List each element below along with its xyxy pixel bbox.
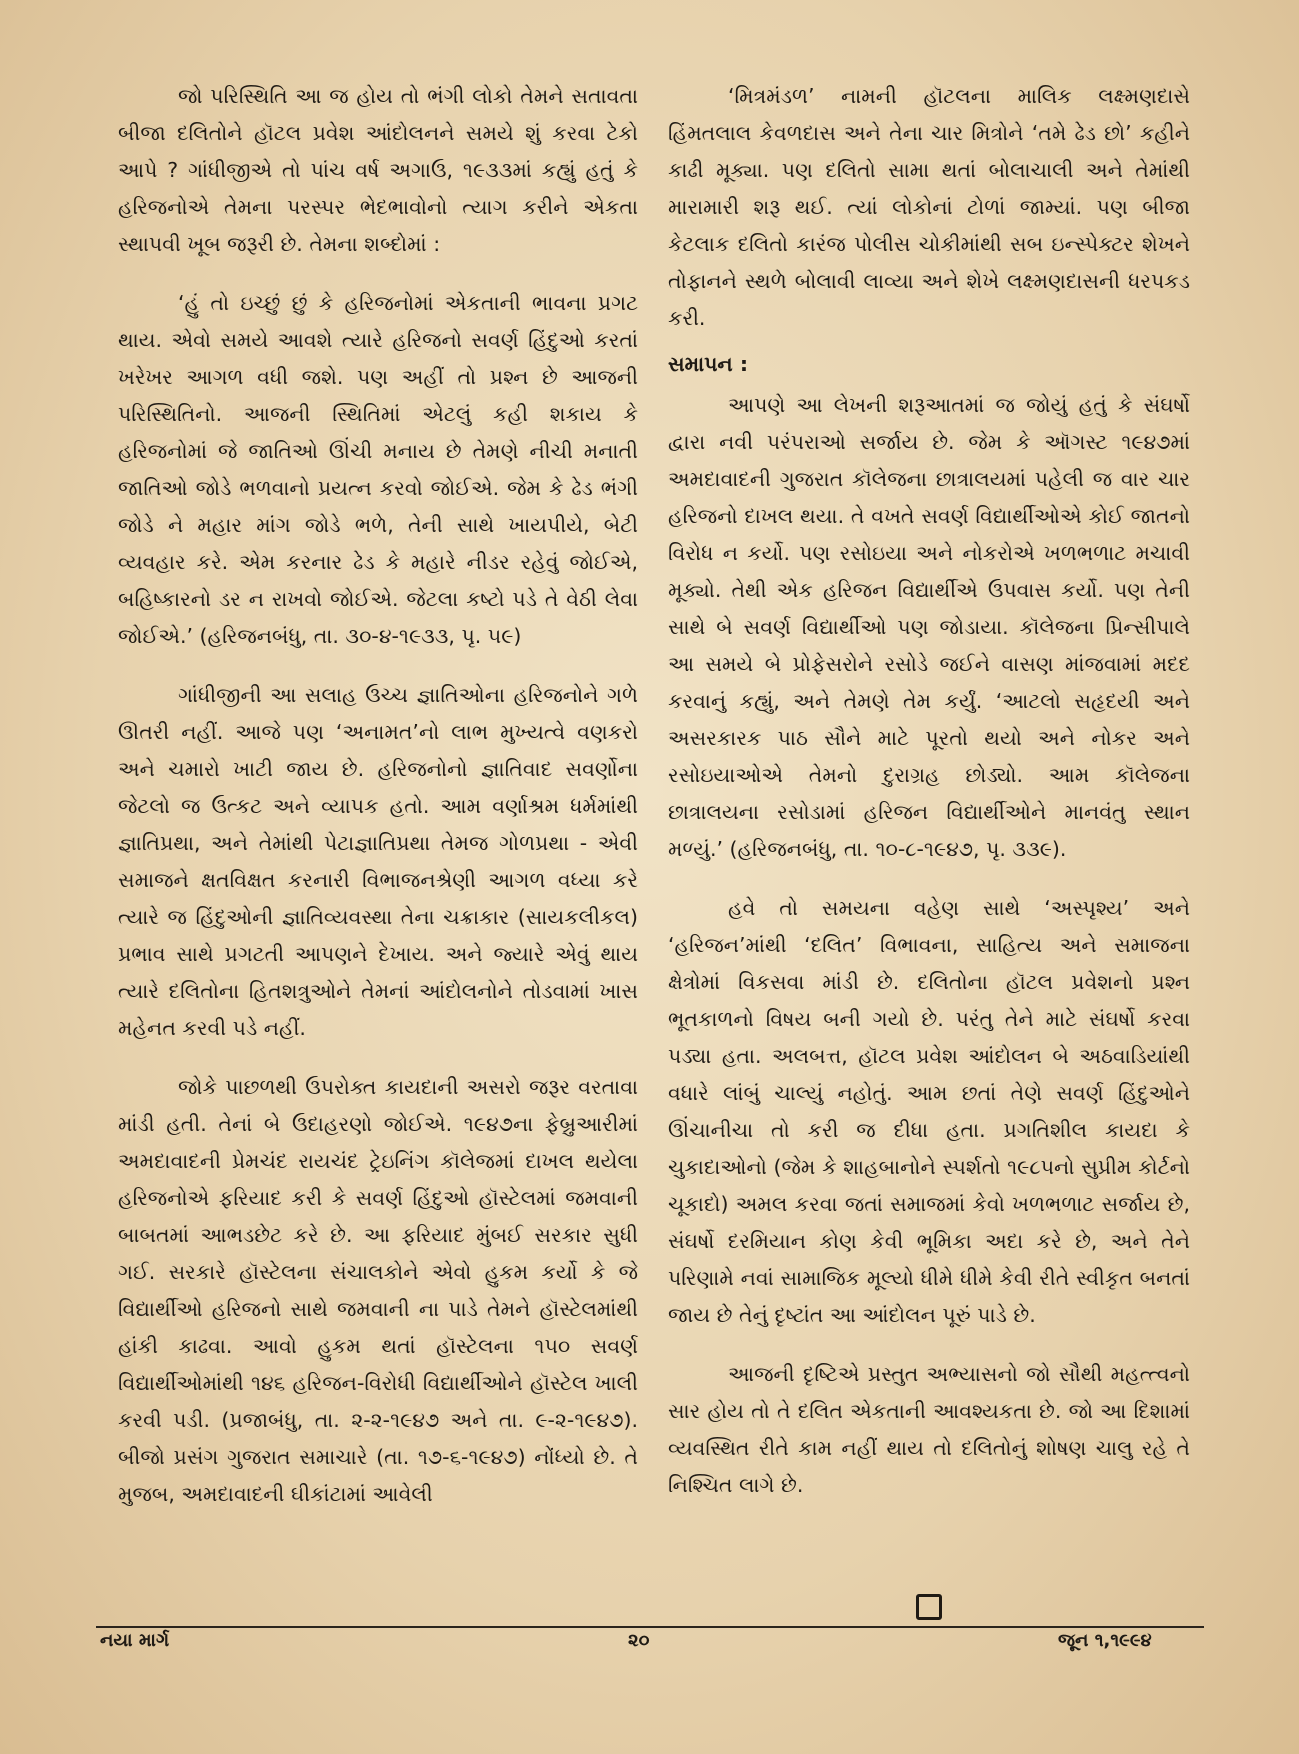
paragraph-1: જો પરિસ્થિતિ આ જ હોય તો ભંગી લોકો તેમને સતાવતા બીજા દલિતોને હૉટલ પ્રવેશ આંદોલનને સમયે શું કરવા ટેકો આપે ? ગાંધીજીએ તો પાંચ વર્ષ અગાઉ, ૧૯૩૩માં કહ્યું હતું કે હરિજનોએ તેમના પરસ્પર ભેદભાવોનો ત્યાગ કરીને એકતા સ્થાપવી ખૂબ જરૂરી છે. તેમના શબ્દોમાં :: [118, 84, 638, 256]
footer-page-number: ૨૦: [628, 1630, 650, 1651]
end-of-article-box-icon: [916, 1594, 942, 1620]
footer-magazine-name: નયા માર્ગ: [100, 1630, 170, 1651]
paragraph-3: ગાંધીજીની આ સલાહ ઉચ્ચ જ્ઞાતિઓના હરિજનોને ગળે ઊતરી નહીં. આજે પણ ‘અનામત’નો લાભ મુખ્યત્વે વણકરો અને ચમારો ખાટી જાય છે. હરિજનોનો જ્ઞાતિવાદ સવર્ણોના જેટલો જ ઉત્કટ અને વ્યાપક હતો. આમ વર્ણાશ્રમ ધર્મમાંથી જ્ઞાતિપ્રથા, અને તેમાંથી પેટાજ્ઞાતિપ્રથા તેમજ ગોળપ્રથા - એવી સમાજને ક્ષતવિક્ષત કરનારી વિભાજનશ્રેણી આગળ વધ્યા કરે ત્યારે જ હિંદુઓની જ્ઞાતિવ્યવસ્થા તેના ચક્રાકાર (સાયકલીકલ) પ્રભાવ સાથે પ્રગટતી આપણને દેખાય. અને જ્યારે એવું થાય ત્યારે દલિતોના હિતશત્રુઓને તેમનાં આંદોલનોને તોડવામાં ખાસ મહેનત કરવી પડે નહીં.: [118, 683, 638, 1040]
paragraph-4: જોકે પાછળથી ઉપરોક્ત કાયદાની અસરો જરૂર વરતાવા માંડી હતી. તેનાં બે ઉદાહરણો જોઈએ. ૧૯૪૭ના ફેબ્રુઆરીમાં અમદાવાદની પ્રેમચંદ રાયચંદ ટ્રેઇનિંગ કૉલેજમાં દાખલ થયેલા હરિજનોએ ફરિયાદ કરી કે સવર્ણ હિંદુઓ હૉસ્ટેલમાં જમવાની બાબતમાં આભડછેટ કરે છે. આ ફરિયાદ મુંબઈ સરકાર સુધી ગઈ. સરકારે હૉસ્ટેલના સંચાલકોને એવો હુકમ કર્યો કે જે વિદ્યાર્થીઓ હરિજનો સાથે જમવાની ના પાડે તેમને હૉસ્ટેલમાંથી હાંકી કાઢવા. આવો હુકમ થતાં હૉસ્ટેલના ૧૫૦ સવર્ણ વિદ્યાર્થીઓમાંથી ૧૪૬ હરિજન-વિરોધી વિદ્યાર્થીઓને હૉસ્ટેલ ખાલી કરવી પડી. (પ્રજાબંધુ, તા. ૨-૨-૧૯૪૭ અને તા. ૯-૨-૧૯૪૭). બીજો પ્રસંગ ગુજરાત સમાચારે (તા. ૧૭-૬-૧૯૪૭) નોંધ્યો છે. તે મુજબ, અમદાવાદની ઘીકાંટામાં આવેલી: [118, 1075, 638, 1506]
conclusion-paragraph-1: આપણે આ લેખની શરૂઆતમાં જ જોયું હતું કે સંઘર્ષો દ્વારા નવી પરંપરાઓ સર્જાય છે. જેમ કે ઑગસ્ટ ૧૯૪૭માં અમદાવાદની ગુજરાત કૉલેજના છાત્રાલયમાં પહેલી જ વાર ચાર હરિજનો દાખલ થયા. તે વખતે સવર્ણ વિદ્યાર્થીઓએ કોઈ જાતનો વિરોધ ન કર્યો. પણ રસોઇયા અને નોકરોએ ખળભળાટ મચાવી મૂક્યો. તેથી એક હરિજન વિદ્યાર્થીએ ઉપવાસ કર્યો. પણ તેની સાથે બે સવર્ણ વિદ્યાર્થીઓ પણ જોડાયા. કૉલેજના પ્રિન્સીપાલે આ સમયે બે પ્રોફેસરોને રસોડે જઈને વાસણ માંજવામાં મદદ કરવાનું કહ્યું, અને તેમણે તેમ કર્યું. ‘આટલો સહૃદયી અને અસરકારક પાઠ સૌને માટે પૂરતો થયો અને નોકર અને રસોઇયાઓએ તેમનો દુરાગ્રહ છોડ્યો. આમ કૉલેજના છાત્રાલયના રસોડામાં હરિજન વિદ્યાર્થીઓને માનવંતુ સ્થાન મળ્યું.’ (હરિજનબંધુ, તા. ૧૦-૮-૧૯૪૭, પૃ. ૩૩૯).: [668, 393, 1190, 861]
paragraph-continued: ‘મિત્રમંડળ’ નામની હૉટલના માલિક લક્ષ્મણદાસે હિંમતલાલ કેવળદાસ અને તેના ચાર મિત્રોને ‘તમે ઢેડ છો’ કહીને કાઢી મૂક્યા. પણ દલિતો સામા થતાં બોલાચાલી અને તેમાંથી મારામારી શરૂ થઈ. ત્યાં લોકોનાં ટોળાં જામ્યાં. પણ બીજા કેટલાક દલિતો કારંજ પોલીસ ચોકીમાંથી સબ ઇન્સ્પેક્ટર શેખને તોફાનને સ્થળે બોલાવી લાવ્યા અને શેખે લક્ષ્મણદાસની ધરપકડ કરી.: [668, 84, 1190, 330]
right-column: [668, 78, 1190, 1504]
left-column: [118, 78, 638, 1513]
footer-date: જૂન ૧,૧૯૯૪: [1058, 1630, 1152, 1651]
conclusion-paragraph-3: આજની દૃષ્ટિએ પ્રસ્તુત અભ્યાસનો જો સૌથી મહત્ત્વનો સાર હોય તો તે દલિત એકતાની આવશ્યકતા છે. જો આ દિશામાં વ્યવસ્થિત રીતે કામ નહીં થાય તો દલિતોનું શોષણ ચાલુ રહે તે નિશ્ચિત લાગે છે.: [668, 1362, 1190, 1497]
footer-divider: [96, 1626, 1204, 1628]
conclusion-paragraph-2: હવે તો સમયના વહેણ સાથે ‘અસ્પૃશ્ય’ અને ‘હરિજન’માંથી ‘દલિત’ વિભાવના, સાહિત્ય અને સમાજના ક્ષેત્રોમાં વિકસવા માંડી છે. દલિતોના હૉટલ પ્રવેશનો પ્રશ્ન ભૂતકાળનો વિષય બની ગયો છે. પરંતુ તેને માટે સંઘર્ષો કરવા પડ્યા હતા. અલબત્ત, હૉટલ પ્રવેશ આંદોલન બે અઠવાડિયાંથી વધારે લાંબું ચાલ્યું નહોતું. આમ છતાં તેણે સવર્ણ હિંદુઓને ઊંચાનીચા તો કરી જ દીધા હતા. પ્રગતિશીલ કાયદા કે ચુકાદાઓનો (જેમ કે શાહબાનોને સ્પર્શતો ૧૯૮૫નો સુપ્રીમ કોર્ટનો ચૂકાદો) અમલ કરવા જતાં સમાજમાં કેવો ખળભળાટ સર્જાય છે, સંઘર્ષો દરમિયાન કોણ કેવી ભૂમિકા અદા કરે છે, અને તેને પરિણામે નવાં સામાજિક મૂલ્યો ધીમે ધીમે કેવી રીતે સ્વીકૃત બનતાં જાય છે તેનું દૃષ્ટાંત આ આંદોલન પૂરું પાડે છે.: [668, 896, 1190, 1327]
section-heading: સમાપન :: [668, 352, 749, 376]
gandhi-quote: ‘હું તો ઇચ્છું છું કે હરિજનોમાં એકતાની ભાવના પ્રગટ થાય. એવો સમયે આવશે ત્યારે હરિજનો સવર્ણ હિંદુઓ કરતાં ખરેખર આગળ વધી જશે. પણ અહીં તો પ્રશ્ન છે આજની પરિસ્થિતિનો. આજની સ્થિતિમાં એટલું કહી શકાય કે હરિજનોમાં જે જાતિઓ ઊંચી મનાય છે તેમણે નીચી મનાતી જાતિઓ જોડે ભળવાનો પ્રયત્ન કરવો જોઈએ. જેમ કે ઢેડ ભંગી જોડે ને મહાર માંગ જોડે ભળે, તેની સાથે ખાયપીયે, બેટી વ્યવહાર કરે. એમ કરનાર ઢેડ કે મહારે નીડર રહેવું જોઈએ, બહિષ્કારનો ડર ન રાખવો જોઈએ. જેટલા કષ્ટો પડે તે વેઠી લેવા જોઈએ.’ (હરિજનબંધુ, તા. ૩૦-૪-૧૯૩૩, પૃ. ૫૯): [118, 291, 638, 648]
